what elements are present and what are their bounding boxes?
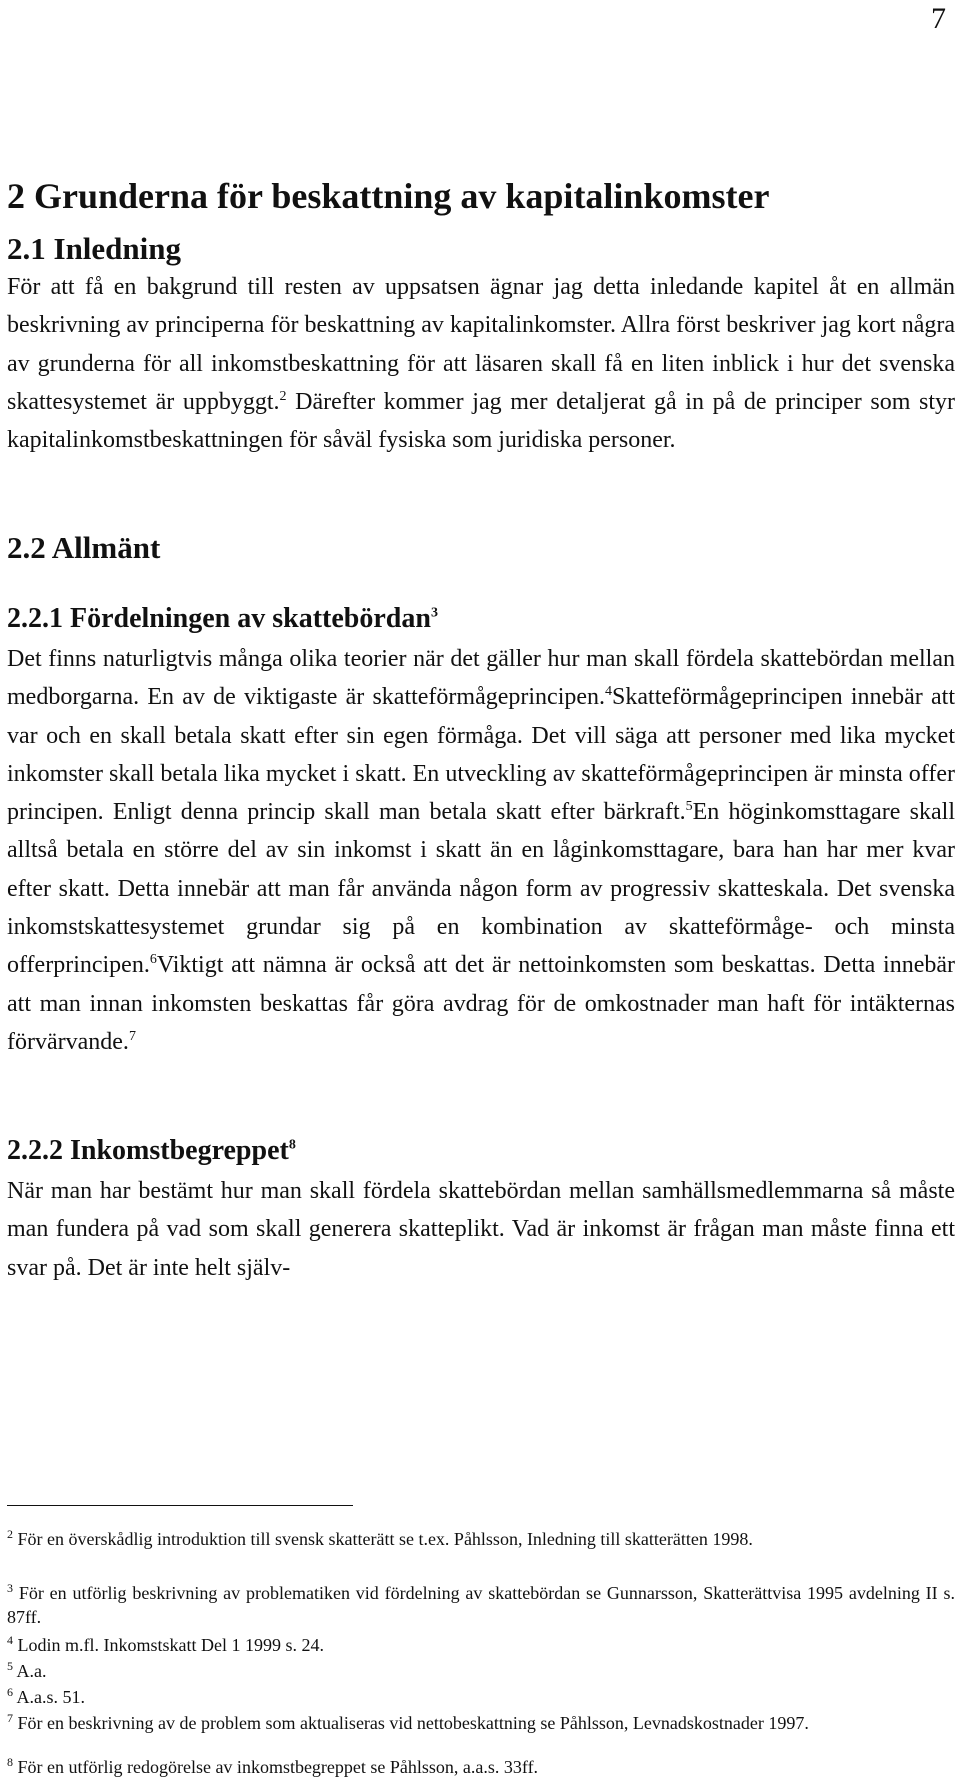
paragraph-text: Det finns naturligtvis många olika teorier när det gäller hur man skall fördela skattebördan mellan medborgarna. En av de viktigaste är skatteförmågeprincipen. xyxy=(7,646,955,711)
footnote-2 xyxy=(7,1527,955,1551)
footnote-text: Lodin m.fl. Inkomstskatt Del 1 1999 s. 24. xyxy=(17,1635,324,1655)
footnote-text: För en överskådlig introduktion till svensk skatterätt se t.ex. Påhlsson, Inledning till skatterätten 1998. xyxy=(17,1529,753,1549)
footnote-ref: 7 xyxy=(128,1028,136,1044)
footnote-ref: 3 xyxy=(430,605,438,621)
paragraph-text: En höginkomsttagare skall alltså betala en större del av sin inkomst i skatt än en låginkomsttagare, bara han har mer kvar efter skatt. Detta innebär att man får använda någon form av progressiv skatteskala. Det svenska inkomstskattesystemet grundar sig på en kombination av skatteförmåge- och minsta offerprincipen. xyxy=(7,799,955,979)
paragraph-text: Skatteförmågeprincipen innebär att var och en skall betala skatt efter sin egen förmåga. Det vill säga att personer med lika mycket inkomster skall betala lika mycket i skatt. En utveckling av skatteförmågeprincipen är minsta offer principen. Enligt denna princip skall man betala skatt efter bärkraft. xyxy=(7,684,956,826)
footnote-3 xyxy=(7,1581,955,1629)
footnote-ref: 2 xyxy=(279,388,287,404)
heading-text: 2.2.1 Fördelningen av skattebördan xyxy=(7,603,431,634)
footnote-separator xyxy=(7,1505,353,1506)
footnote-text: A.a.s. 51. xyxy=(16,1687,86,1707)
paragraph-text: Viktigt att nämna är också att det är nettoinkomsten som beskattas. Detta innebär att man innan inkomsten beskattas får göra avdrag för de omkostnader man haft för intäkternas förvärvande. xyxy=(7,952,955,1055)
footnote-number: 6 xyxy=(7,1685,13,1699)
footnote-number: 8 xyxy=(7,1755,13,1769)
paragraph-fordelningen xyxy=(7,640,955,1061)
footnote-ref: 8 xyxy=(288,1137,296,1153)
footnote-number: 5 xyxy=(7,1659,13,1673)
heading-text: 2.2.2 Inkomstbegreppet xyxy=(7,1135,289,1166)
footnote-number: 3 xyxy=(7,1581,13,1595)
footnote-4 xyxy=(7,1633,955,1657)
footnote-ref: 4 xyxy=(605,684,613,700)
chapter-title: 2 Grunderna för beskattning av kapitalinkomster xyxy=(7,176,770,216)
footnote-text: För en utförlig redogörelse av inkomstbegreppet se Påhlsson, a.a.s. 33ff. xyxy=(17,1757,539,1777)
footnote-number: 7 xyxy=(7,1711,13,1725)
subsection-heading-fordelningen xyxy=(7,603,438,635)
section-heading-inledning: 2.1 Inledning xyxy=(7,231,182,266)
subsection-heading-inkomstbegreppet xyxy=(7,1135,296,1167)
page-number: 7 xyxy=(931,2,946,35)
footnote-ref: 6 xyxy=(149,952,157,968)
footnote-5 xyxy=(7,1659,955,1683)
paragraph-inledning xyxy=(7,268,955,459)
footnote-number: 2 xyxy=(7,1527,13,1541)
footnote-number: 4 xyxy=(7,1633,13,1647)
footnote-ref: 5 xyxy=(685,799,693,815)
footnote-text: För en beskrivning av de problem som aktualiseras vid nettobeskattning se Påhlsson, Levnadskostnader 1997. xyxy=(17,1713,809,1733)
section-heading-allmant: 2.2 Allmänt xyxy=(7,530,161,565)
footnote-6 xyxy=(7,1685,955,1709)
footnote-text: A.a. xyxy=(16,1661,47,1681)
footnote-8 xyxy=(7,1755,955,1779)
paragraph-inkomstbegreppet: När man har bestämt hur man skall fördela skattebördan mellan samhällsmedlemmarna så måste man fundera på vad som skall generera skatteplikt. Vad är inkomst är frågan man måste finna ett svar på. Det är inte helt själv- xyxy=(7,1178,955,1281)
paragraph-text: För att få en bakgrund till resten av uppsatsen ägnar jag detta inledande kapitel åt en allmän beskrivning av principerna för beskattning av kapitalinkomster. Allra först beskriver jag kort några av grunderna för all inkomstbeskattning för att läsaren skall få en liten inblick i hur det svenska skattesystemet är uppbyggt. xyxy=(7,274,955,415)
paragraph-text: Därefter kommer jag mer detaljerat gå in på de principer som styr kapitalinkomstbeskattningen för såväl fysiska som juridiska personer. xyxy=(7,388,955,454)
footnote-text: För en utförlig beskrivning av problematiken vid fördelning av skattebördan se Gunnarsson, Skatterättvisa 1995 avdelning II s. 87ff. xyxy=(7,1583,955,1627)
footnote-7 xyxy=(7,1711,955,1735)
